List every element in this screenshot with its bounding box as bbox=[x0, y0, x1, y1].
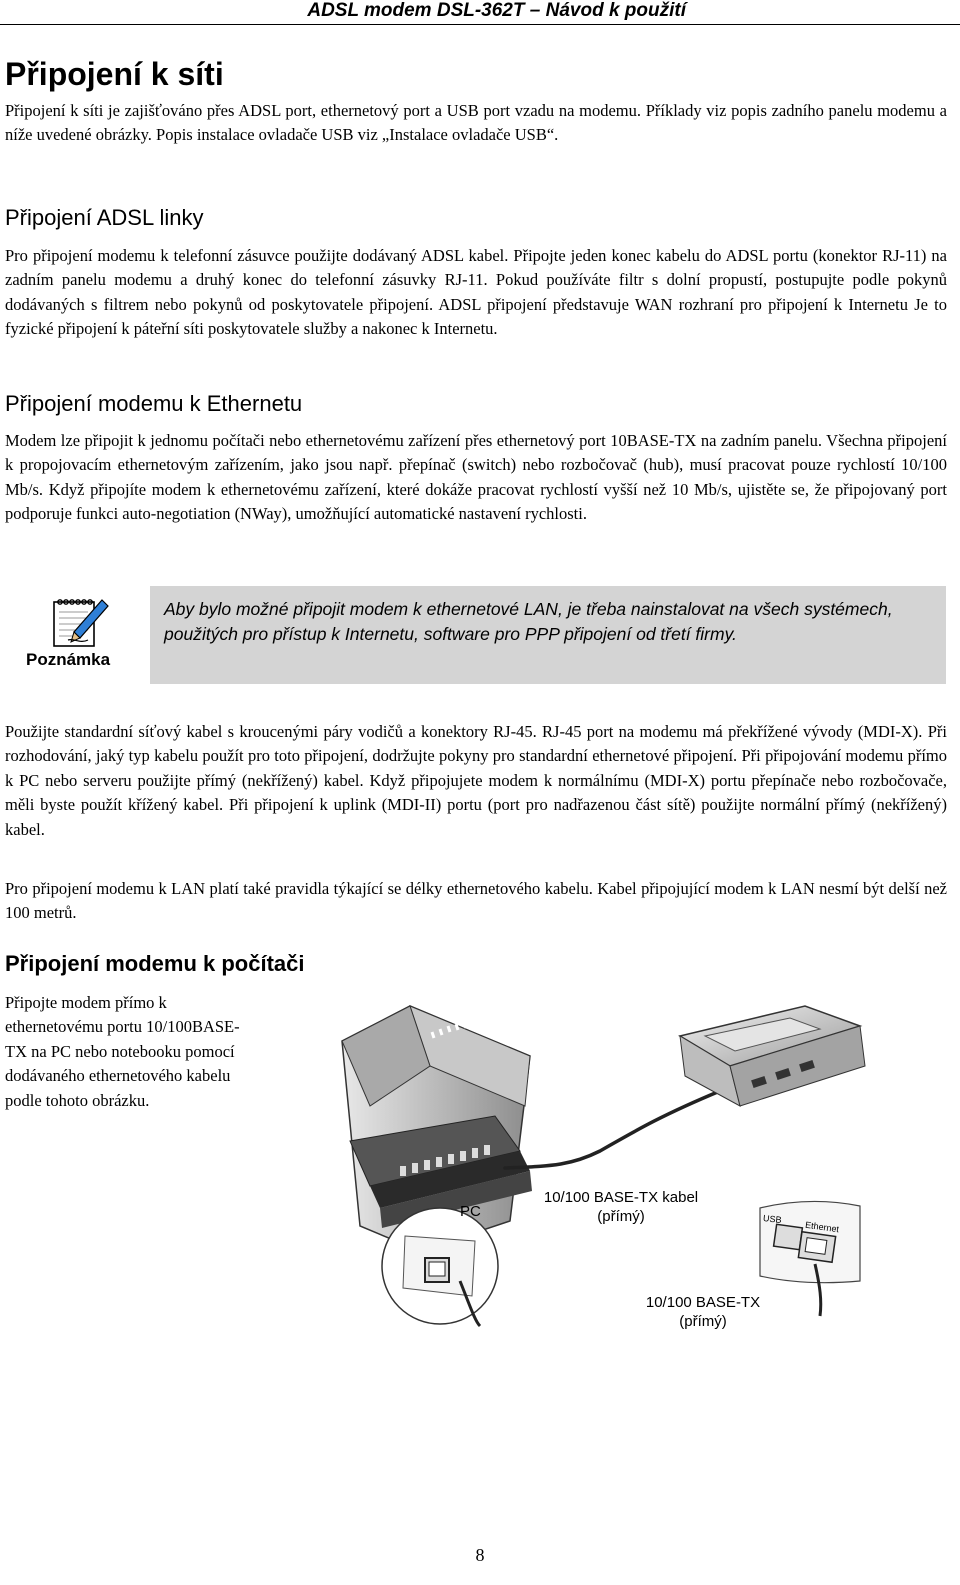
pc-port-inset bbox=[382, 1208, 498, 1326]
connection-diagram bbox=[300, 996, 960, 1336]
adsl-paragraph: Pro připojení modemu k telefonní zásuvce použijte dodávaný ADSL kabel. Připojte jeden konec kabelu do ADSL portu (konektor RJ-11) na zadním panelu modemu a druhý konec do telefonní zásuvky RJ-11. Pokud používáte filtr s dolní propustí, postupujte podle pokynů dodávaných s filtrem nebo pokynů od poskytovatele připojení. ADSL připojení představuje WAN rozhraní pro připojení k Internetu Je to fyzické připojení k páteřní síti poskytovatele služby a nakonec k Internetu. bbox=[5, 246, 947, 339]
ethernet-paragraph: Modem lze připojit k jednomu počítači nebo ethernetovému zařízení přes ethernetový port 10BASE-TX na zadním panelu. Všechna připojení k propojovacím ethernetovým zařízením, jako jsou např. přepínač (switch) nebo rozbočovač (hub), musí pracovat pouze rychlostí 10/100 Mb/s. Když připojíte modem k ethernetovému zařízení, které dokáže pracovat rychlostí vyšší než 10 Mb/s, ujistěte se, že připojovaný port podporuje funkci auto-negotiation (NWay), umožňující automatické nastavení rychlosti. bbox=[5, 431, 947, 524]
port-label bbox=[618, 1293, 788, 1331]
ethernet-heading: Připojení modemu k Ethernetu bbox=[5, 391, 303, 416]
cable-label-line-2: (přímý) bbox=[597, 1208, 645, 1225]
note-label: Poznámka bbox=[26, 650, 111, 669]
note-box bbox=[14, 586, 946, 684]
adsl-heading: Připojení ADSL linky bbox=[5, 205, 204, 230]
running-header: ADSL modem DSL-362T – Návod k použití bbox=[307, 0, 686, 21]
section-title: Připojení k síti bbox=[5, 56, 224, 92]
notepad-pen-icon bbox=[50, 594, 112, 656]
ethernet-cable bbox=[505, 1091, 720, 1168]
connection-illustration bbox=[300, 996, 960, 1336]
cable-label-line-1: 10/100 BASE-TX kabel bbox=[543, 1189, 699, 1206]
note-text: Aby bylo možné připojit modem k ethernetové LAN, je třeba nainstalovat na všech systémech, použitých pro přístup k Internetu, software pro PPP připojení od třetí firmy. bbox=[164, 599, 893, 644]
modem-device bbox=[680, 1006, 865, 1106]
cable-paragraph-2: Pro připojení modemu k LAN platí také pravidla týkající se délky ethernetového kabelu. Kabel připojující modem k LAN nesmí být delší než 100 metrů. bbox=[5, 879, 947, 923]
page-number: 8 bbox=[475, 1545, 485, 1565]
cable-label bbox=[526, 1188, 716, 1226]
port-label-line-1: 10/100 BASE-TX bbox=[645, 1294, 761, 1311]
pc-label: PC bbox=[460, 1203, 481, 1220]
port-label-line-2: (přímý) bbox=[679, 1313, 727, 1330]
header-rule bbox=[0, 24, 960, 25]
ethernet-port-label: Ethernet bbox=[804, 1219, 840, 1235]
cable-paragraph-1: Použijte standardní síťový kabel s kroucenými páry vodičů a konektory RJ-45. RJ-45 port na modemu má překřížené vývody (MDI-X). Při rozhodování, jaký typ kabelu použít pro toto připojení, dodržujte pokyny pro standardní ethernetové připojení. Při připojování modemu přímo k PC nebo serveru použijte přímý (nekřížený) kabel. Když připojujete modem k normálnímu (MDI-X) portu přepínače nebo rozbočovače, měli byste použít křížený kabel. Při připojení k uplink (MDI-II) portu (port pro nadřazenou část sítě) použijte normální přímý (nekřížený) kabel. bbox=[5, 722, 947, 839]
pc-heading: Připojení modemu k počítači bbox=[5, 951, 305, 976]
intro-paragraph: Připojení k síti je zajišťováno přes ADSL port, ethernetový port a USB port vzadu na modemu. Příklady viz popis zadního panelu modemu a níže uvedené obrázky. Popis instalace ovladače USB viz „Instalace ovladače USB“. bbox=[5, 101, 947, 145]
usb-label: USB bbox=[762, 1213, 783, 1225]
pc-paragraph: Připojte modem přímo k ethernetovému portu 10/100BASE-TX na PC nebo notebooku pomocí dodávaného ethernetového kabelu podle tohoto obrázku. bbox=[5, 993, 240, 1110]
